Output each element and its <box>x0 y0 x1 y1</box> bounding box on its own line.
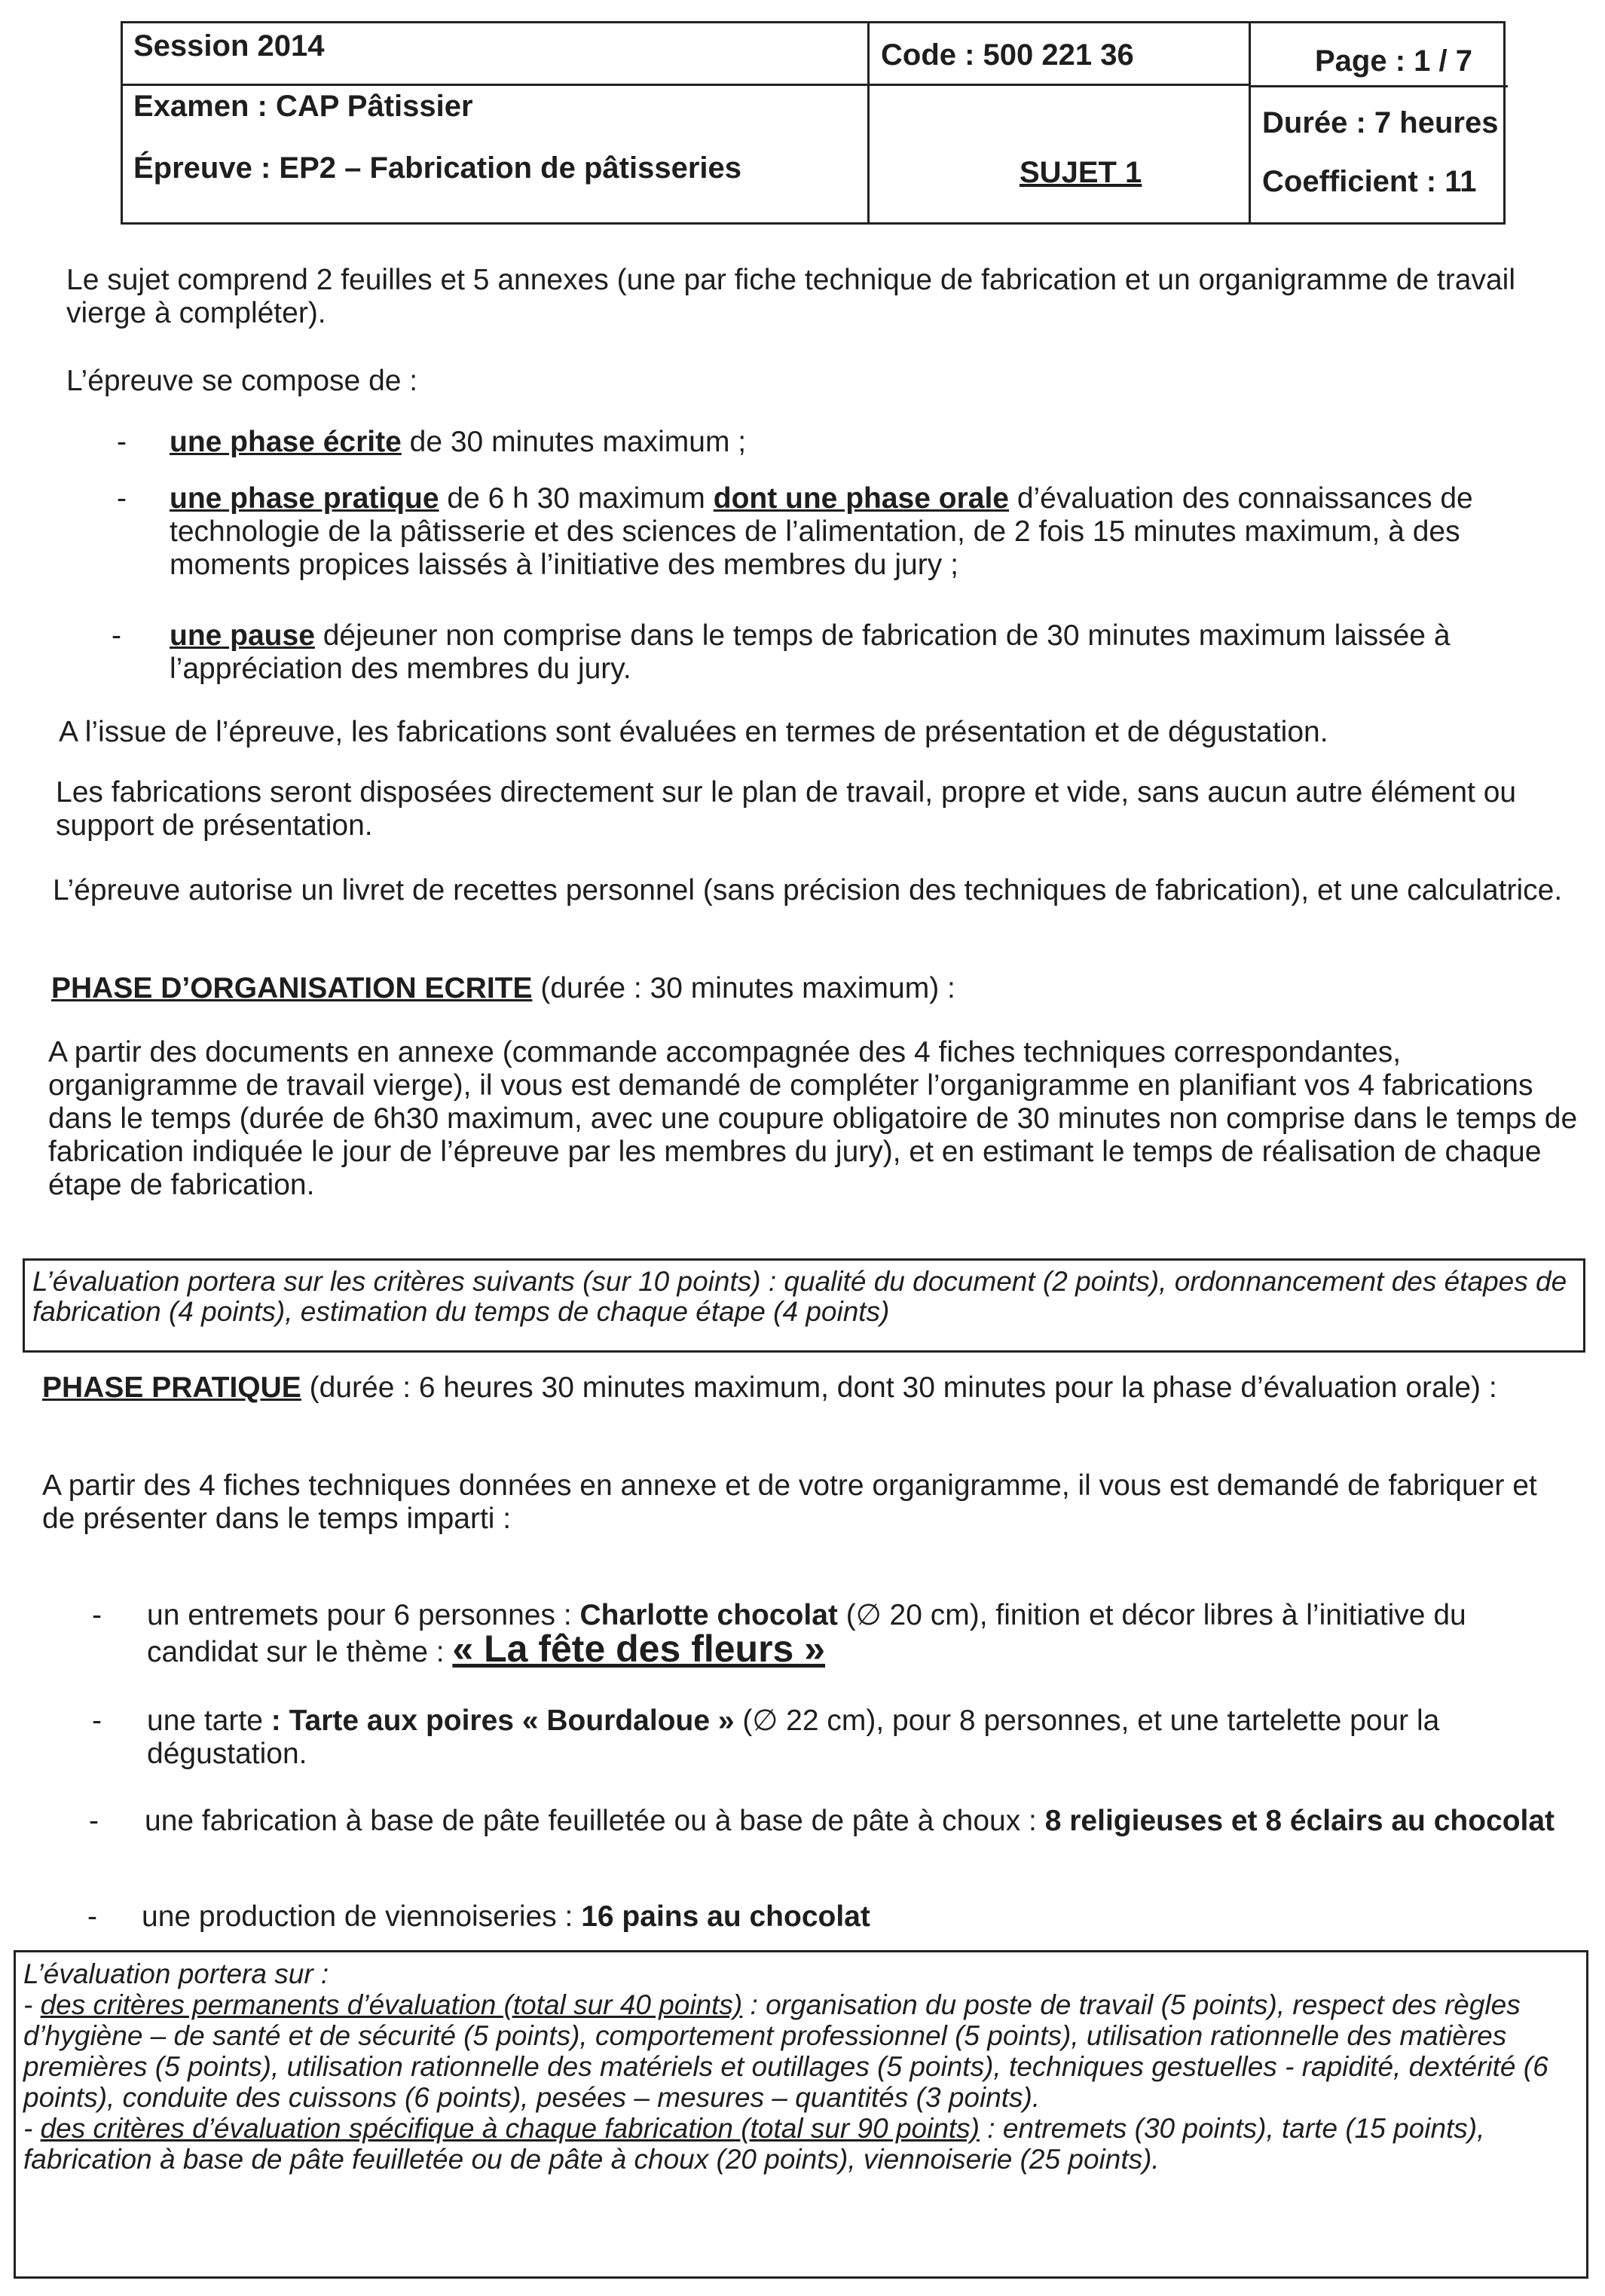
section-title <box>51 972 1581 1005</box>
organisation-title: PHASE D’ORGANISATION ECRITE <box>51 972 533 1004</box>
organisation-duration: (durée : 30 minutes maximum) : <box>532 972 955 1004</box>
eval-specific: - des critères d’évaluation spécifique à chaque fabrication (total sur 90 points) : entremets (30 points), tarte (15 points), fabrication à base de pâte feuilletée ou de pâte à choux (20 points), viennoiserie (25 points). <box>23 2113 1485 2175</box>
list-item-product: Charlotte chocolat <box>579 1599 838 1631</box>
list-item-product: : Tarte aux poires « Bourdaloue » <box>271 1704 735 1737</box>
bullet-dash: - <box>89 1805 99 1837</box>
bullet-dash: - <box>87 1900 97 1933</box>
header-divider <box>123 84 867 86</box>
code-label: Code : 500 221 36 <box>881 38 1134 72</box>
eval-specific-text: : entremets (30 points), tarte (15 points), fabrication à base de pâte feuilletée ou de pâte à choux (20 points), viennoiserie (25 points). <box>23 2113 1485 2175</box>
organisation-eval-text: L’évaluation portera sur les critères suivants (sur 10 points) : qualité du document (2 points), ordonnancement des étapes de fabrication (4 points), estimation du temps de chaque étape (4 points) <box>32 1266 1567 1327</box>
list-item-text: d’évaluation des connaissances de technologie de la pâtisserie et des sciences de l’alimentation, de 2 fois 15 minutes maximum, à des moments propices laissés à l’initiative des membres du jury ; <box>170 482 1473 581</box>
header-table <box>121 21 1506 225</box>
list-item <box>142 1900 1558 1934</box>
bullet-dash: - <box>92 1704 102 1737</box>
list-item-text: (∅ 22 cm), pour 8 personnes, et une tartelette pour la dégustation. <box>147 1704 1440 1770</box>
list-item <box>147 1704 1564 1771</box>
bullet-dash: - <box>117 482 127 515</box>
eval-specific-lead: des critères d’évaluation spécifique à chaque fabrication (total sur 90 points) <box>40 2113 980 2144</box>
section-title <box>42 1371 1572 1405</box>
session-label: Session 2014 <box>133 29 325 63</box>
organisation-body: A partir des documents en annexe (commande accompagnée des 4 fiches techniques correspondantes, organigramme de travail vierge), il vous est demandé de compléter l’organigramme en planifiant vos 4 fabrications dans le temps (durée de 6h30 maximum, avec une coupure obligatoire de 30 minutes non comprise dans le temps de fabrication indiquée le jour de l’épreuve par les membres du jury), et en estimant le temps de réalisation de chaque étape de fabrication. <box>48 1036 1578 1201</box>
list-item-text: de 6 h 30 maximum <box>439 482 714 515</box>
list-item <box>145 1805 1561 1838</box>
list-item <box>170 482 1586 582</box>
page-number: Page : 1 / 7 <box>1315 44 1472 78</box>
list-item-text: de 30 minutes maximum ; <box>401 426 747 458</box>
bullet-dash: - <box>112 619 121 652</box>
intro-paragraph: L’épreuve autorise un livret de recettes personnel (sans précision des techniques de fabrication), et une calculatrice. <box>53 874 1563 906</box>
sujet-label: SUJET 1 <box>1020 156 1142 189</box>
pratique-body: A partir des 4 fiches techniques données en annexe et de votre organigramme, il vous est demandé de fabriquer et de présenter dans le temps imparti : <box>42 1469 1537 1535</box>
list-item-product: 16 pains au chocolat <box>581 1900 870 1933</box>
eval-intro: L’évaluation portera sur : <box>23 1958 329 1989</box>
bullet-dash: - <box>117 426 127 458</box>
intro-paragraph: A l’issue de l’épreuve, les fabrications sont évaluées en termes de présentation et de dégustation. <box>59 716 1328 748</box>
list-item-lead: dont une phase orale <box>713 482 1009 515</box>
header-divider <box>867 84 1249 86</box>
list-item-text: une production de viennoiseries : <box>142 1900 582 1933</box>
pratique-title: PHASE PRATIQUE <box>42 1371 301 1404</box>
intro-paragraph: Les fabrications seront disposées directement sur le plan de travail, propre et vide, sans aucun autre élément ou support de présentation. <box>56 776 1517 842</box>
intro-paragraph: L’épreuve se compose de : <box>66 365 418 397</box>
coefficient-label: Coefficient : 11 <box>1262 165 1477 198</box>
duree-label: Durée : 7 heures <box>1262 106 1499 139</box>
eval-permanent-text: : organisation du poste de travail (5 points), respect des règles d’hygiène – de santé et de sécurité (5 points), comportement professionnel (5 points), utilisation rationnelle des matières premières (5 points), utilisation rationnelle des matériels et outillages (5 points), techniques gestuelles - rapidité, dextérité (6 points), conduite des cuissons (6 points), pesées – mesures – quantités (3 points). <box>23 1989 1548 2113</box>
list-item-lead: une phase écrite <box>170 426 402 458</box>
list-item <box>170 619 1586 686</box>
list-item-lead: une pause <box>170 619 315 652</box>
list-item-lead: une phase pratique <box>170 482 439 515</box>
eval-permanent: - des critères permanents d’évaluation (total sur 40 points) : organisation du poste de travail (5 points), respect des règles d’hygiène – de santé et de sécurité (5 points), comportement professionnel (5 points), utilisation rationnelle des matières premières (5 points), utilisation rationnelle des matériels et outillages (5 points), techniques gestuelles - rapidité, dextérité (6 points), conduite des cuissons (6 points), pesées – mesures – quantités (3 points). <box>23 1989 1548 2113</box>
list-item-product: 8 religieuses et 8 éclairs au chocolat <box>1044 1805 1555 1837</box>
list-item-text: (∅ 20 cm), finition et décor libres à l’initiative du candidat sur le thème : <box>147 1599 1466 1668</box>
pratique-eval-box <box>14 1950 1588 2279</box>
list-item-text: une tarte <box>147 1704 271 1737</box>
examen-label: Examen : CAP Pâtissier <box>133 90 473 123</box>
list-item <box>147 1599 1526 1669</box>
list-item-text: déjeuner non comprise dans le temps de fabrication de 30 minutes maximum laissée à l’appréciation des membres du jury. <box>170 619 1451 685</box>
header-divider <box>1249 23 1251 222</box>
eval-permanent-lead: des critères permanents d’évaluation (total sur 40 points) <box>40 1989 743 2020</box>
list-item-text: un entremets pour 6 personnes : <box>147 1599 580 1631</box>
pratique-duration: (durée : 6 heures 30 minutes maximum, dont 30 minutes pour la phase d’évaluation orale) : <box>301 1371 1497 1404</box>
list-item-text: une fabrication à base de pâte feuilletée ou à base de pâte à choux : <box>145 1805 1045 1837</box>
intro-paragraph: Le sujet comprend 2 feuilles et 5 annexes (une par fiche technique de fabrication et un organigramme de travail vierge à compléter). <box>66 264 1515 329</box>
list-item <box>170 426 1586 459</box>
bullet-dash: - <box>92 1599 102 1631</box>
epreuve-label: Épreuve : EP2 – Fabrication de pâtisseries <box>133 151 741 185</box>
organisation-eval-box <box>23 1258 1585 1353</box>
theme-title: « La fête des fleurs » <box>452 1628 826 1670</box>
header-divider <box>867 23 870 222</box>
header-divider <box>1249 85 1508 87</box>
